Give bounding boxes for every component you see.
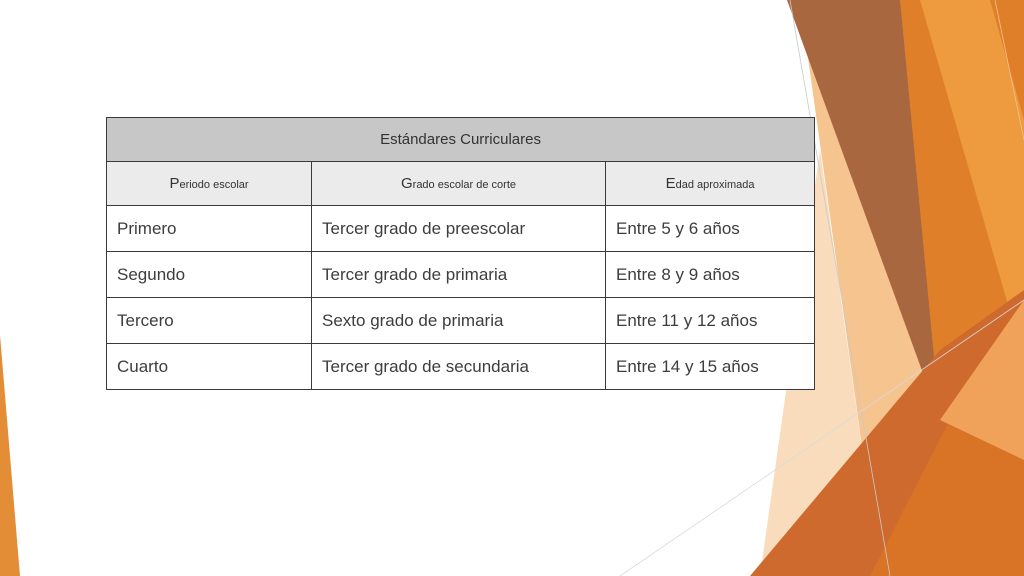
cell-periodo: Cuarto bbox=[107, 344, 312, 390]
cell-grado: Sexto grado de primaria bbox=[312, 298, 606, 344]
cell-grado: Tercer grado de primaria bbox=[312, 252, 606, 298]
table-row bbox=[107, 252, 815, 298]
cell-grado: Tercer grado de preescolar bbox=[312, 206, 606, 252]
cell-periodo: Primero bbox=[107, 206, 312, 252]
cell-periodo: Tercero bbox=[107, 298, 312, 344]
table-title-row bbox=[107, 118, 815, 162]
table-title: Estándares Curriculares bbox=[107, 118, 815, 162]
cell-edad: Entre 5 y 6 años bbox=[606, 206, 815, 252]
table-header-row bbox=[107, 162, 815, 206]
curriculum-table-container bbox=[106, 117, 814, 390]
header-edad: Edad aproximada bbox=[606, 162, 815, 206]
table-row bbox=[107, 344, 815, 390]
cell-edad: Entre 11 y 12 años bbox=[606, 298, 815, 344]
curriculum-table bbox=[106, 117, 815, 390]
table-row bbox=[107, 206, 815, 252]
left-accent-shape bbox=[0, 335, 20, 576]
cell-edad: Entre 8 y 9 años bbox=[606, 252, 815, 298]
table-row bbox=[107, 298, 815, 344]
header-grado: Grado escolar de corte bbox=[312, 162, 606, 206]
header-periodo: Periodo escolar bbox=[107, 162, 312, 206]
cell-edad: Entre 14 y 15 años bbox=[606, 344, 815, 390]
cell-grado: Tercer grado de secundaria bbox=[312, 344, 606, 390]
cell-periodo: Segundo bbox=[107, 252, 312, 298]
